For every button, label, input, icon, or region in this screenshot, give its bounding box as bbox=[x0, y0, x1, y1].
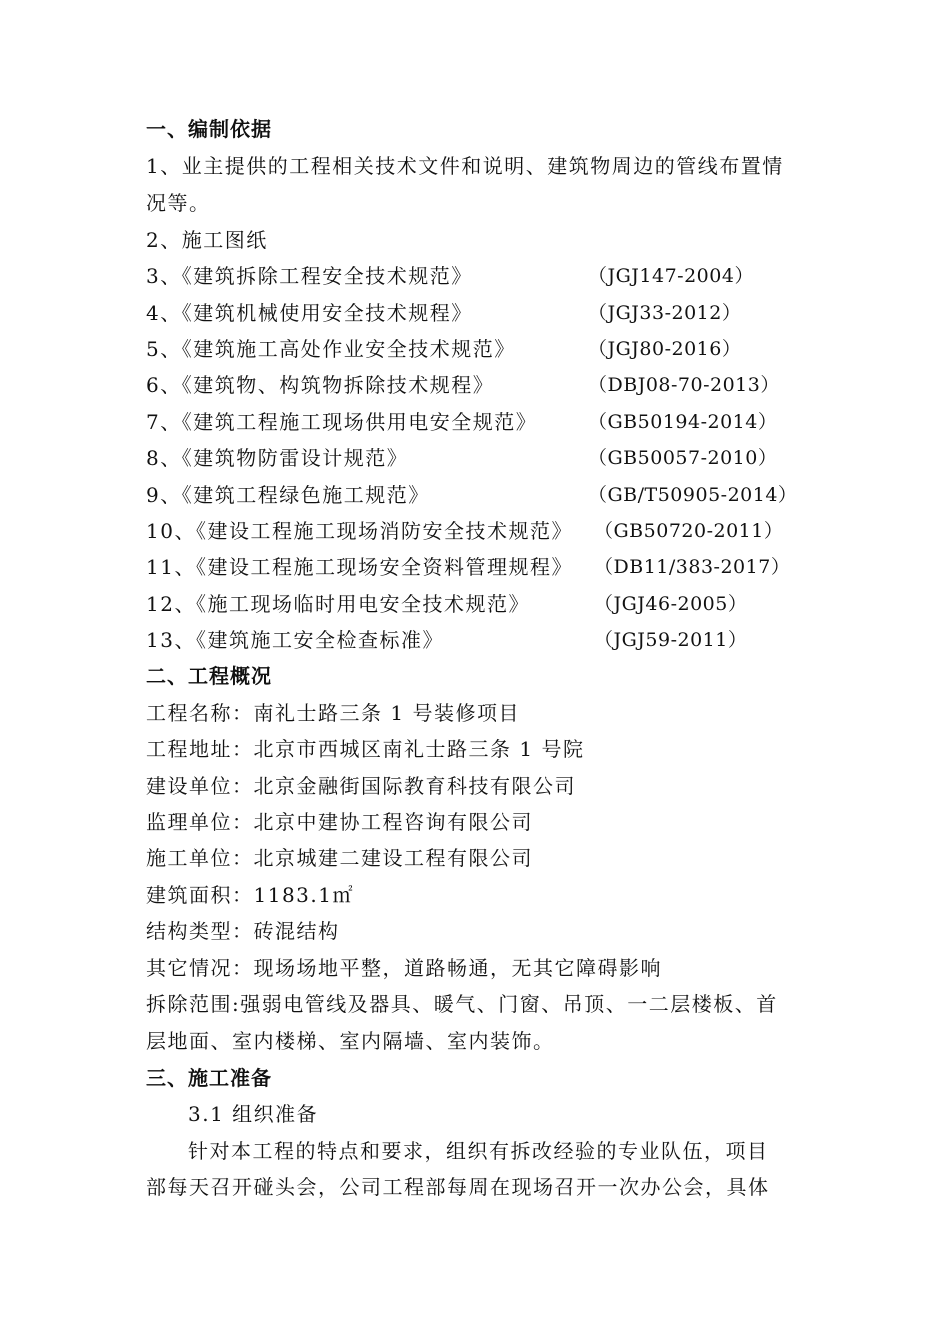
section-1-title: 一、编制依据 bbox=[146, 117, 272, 141]
standard-code: （JGJ59-2011） bbox=[594, 629, 748, 651]
standard-name: 11、《建设工程施工现场安全资料管理规程》 bbox=[146, 555, 573, 579]
standard-code: （GB50720-2011） bbox=[594, 520, 784, 542]
project-address: 工程地址：北京市西城区南礼士路三条 1 号院 bbox=[146, 737, 585, 761]
owner-unit: 建设单位：北京金融街国际教育科技有限公司 bbox=[146, 774, 576, 798]
standard-code: （DB11/383-2017） bbox=[594, 556, 791, 578]
standard-name: 5、《建筑施工高处作业安全技术规范》 bbox=[146, 337, 516, 361]
standard-name: 10、《建设工程施工现场消防安全技术规范》 bbox=[146, 519, 573, 543]
standard-name: 3、《建筑拆除工程安全技术规范》 bbox=[146, 264, 473, 288]
standard-code: （DBJ08-70-2013） bbox=[588, 374, 780, 396]
demolition-scope-line-2: 层地面、室内楼梯、室内隔墙、室内装饰。 bbox=[146, 1029, 555, 1053]
standard-name: 6、《建筑物、构筑物拆除技术规程》 bbox=[146, 373, 495, 397]
basis-item-2: 2、施工图纸 bbox=[146, 228, 268, 252]
standard-name: 7、《建筑工程施工现场供用电安全规范》 bbox=[146, 410, 538, 434]
other-conditions: 其它情况：现场场地平整，道路畅通，无其它障碍影响 bbox=[146, 956, 662, 980]
section-3-title: 三、施工准备 bbox=[146, 1066, 272, 1090]
standard-code: （JGJ147-2004） bbox=[588, 265, 754, 287]
standard-name: 9、《建筑工程绿色施工规范》 bbox=[146, 483, 430, 507]
paragraph-line-2: 部每天召开碰头会，公司工程部每周在现场召开一次办公会，具体 bbox=[146, 1175, 770, 1199]
project-name: 工程名称：南礼士路三条 1 号装修项目 bbox=[146, 701, 520, 725]
standard-name: 8、《建筑物防雷设计规范》 bbox=[146, 446, 409, 470]
standard-name: 4、《建筑机械使用安全技术规程》 bbox=[146, 301, 473, 325]
paragraph-line-1: 针对本工程的特点和要求，组织有拆改经验的专业队伍，项目 bbox=[188, 1139, 769, 1163]
standard-code: （JGJ80-2016） bbox=[588, 338, 742, 360]
standard-code: （JGJ33-2012） bbox=[588, 302, 742, 324]
contractor-unit: 施工单位：北京城建二建设工程有限公司 bbox=[146, 846, 533, 870]
subsection-3-1-title: 3.1 组织准备 bbox=[188, 1102, 319, 1126]
standard-name: 12、《施工现场临时用电安全技术规范》 bbox=[146, 592, 530, 616]
basis-item-1-line-2: 况等。 bbox=[146, 191, 211, 215]
standard-name: 13、《建筑施工安全检查标准》 bbox=[146, 628, 444, 652]
section-2-title: 二、工程概况 bbox=[146, 664, 272, 688]
building-area: 建筑面积：1183.1㎡ bbox=[146, 883, 354, 907]
structure-type: 结构类型：砖混结构 bbox=[146, 919, 340, 943]
standard-code: （GB/T50905-2014） bbox=[588, 484, 798, 506]
standard-code: （GB50194-2014） bbox=[588, 411, 778, 433]
standard-code: （GB50057-2010） bbox=[588, 447, 778, 469]
basis-item-1-line-1: 1、业主提供的工程相关技术文件和说明、建筑物周边的管线布置情 bbox=[146, 154, 784, 178]
supervisor-unit: 监理单位：北京中建协工程咨询有限公司 bbox=[146, 810, 533, 834]
standard-code: （JGJ46-2005） bbox=[594, 593, 748, 615]
demolition-scope-line-1: 拆除范围:强弱电管线及器具、暖气、门窗、吊顶、一二层楼板、首 bbox=[146, 992, 778, 1016]
